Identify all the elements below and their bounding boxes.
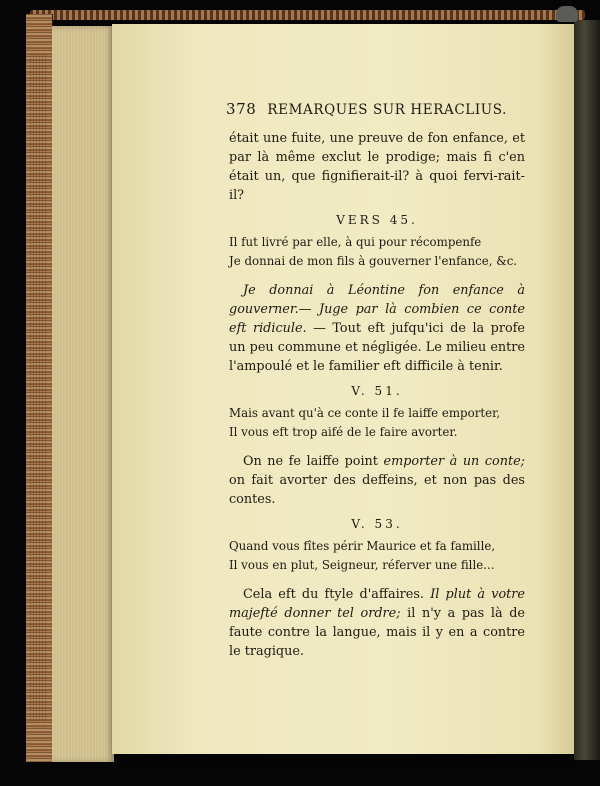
paragraph-3: [229, 452, 525, 509]
commentary-text: — Tout eft jufqu'ici de la profe un peu commune et négligée. Le milieu entre l'ampoulé et le familier eft difficile à tenir.: [229, 321, 525, 374]
facing-page-edge: [574, 20, 600, 760]
verse-line: Quand vous fîtes périr Maurice et fa famille,: [229, 539, 496, 553]
book-top-edge: [30, 10, 585, 20]
paragraph-2: [229, 281, 525, 376]
verse-line: Je donnai de mon fils à gouverner l'enfance, &c.: [229, 254, 518, 268]
commentary-text: Cela eft du ftyle d'affaires.: [243, 587, 431, 602]
page-clip: [556, 6, 578, 22]
running-head-title: REMARQUES SUR HERACLIUS.: [267, 102, 508, 118]
commentary-text: On ne fe laiffe point: [243, 454, 384, 469]
page-number: 378: [226, 100, 257, 118]
page-text: [226, 100, 525, 661]
book-binding: [26, 14, 53, 762]
verse-line: Il vous eft trop aifé de le faire avorter.: [229, 425, 458, 439]
quoted-italic-text: Il plut à votre majefté donner tel ordre;: [229, 587, 525, 621]
paragraph-1: était une fuite, une preuve de fon enfance, et par là même exclut le prodige; mais fi c'en était un, que fignifierait-il? à quoi fervi-rait-il?: [229, 131, 525, 203]
paragraph-4: [229, 585, 525, 661]
section-heading-v-51: V. 51.: [351, 384, 403, 398]
page-edges: [52, 26, 114, 762]
verse-line: Mais avant qu'à ce conte il fe laiffe emporter,: [229, 406, 501, 420]
commentary-text: on fait avorter des deffeins, et non pas des contes.: [229, 473, 525, 507]
running-header: [226, 100, 525, 118]
quoted-italic-text: emporter à un conte;: [383, 454, 525, 469]
commentary-text: il n'y a pas là de faute contre la langue, mais il y en a contre le tragique.: [229, 606, 525, 659]
quoted-italic-text: Je donnai à Léontine fon enfance à gouverner.— Juge par là combien ce conte eft ridicule.: [229, 283, 525, 336]
verse-line: Il fut livré par elle, à qui pour récompenfe: [229, 235, 482, 249]
verse-line: Il vous en plut, Seigneur, réferver une fille...: [229, 558, 495, 572]
section-heading-v-53: V. 53.: [351, 517, 403, 531]
section-heading-vers-45: VERS 45.: [336, 213, 418, 227]
